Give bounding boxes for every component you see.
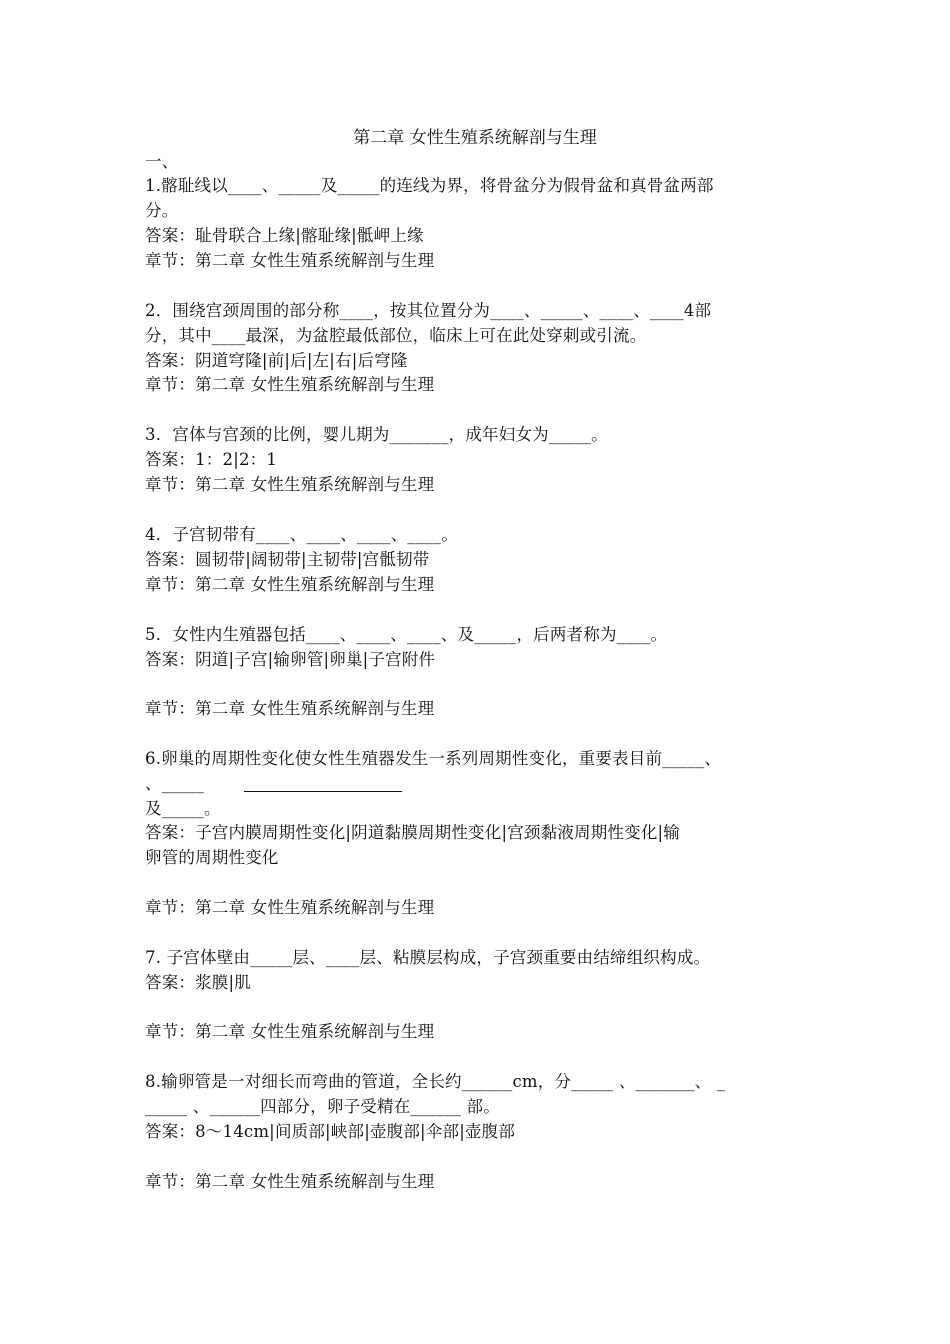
- question-6-line-3: 及_____。: [145, 799, 221, 818]
- question-5: 5．女性内生殖器包括____、____、____、及_____，后两者称为____。: [145, 625, 668, 644]
- question-2-line-2: 分，其中____最深，为盆腔最低部位，临床上可在此处穿刺或引流。: [145, 326, 647, 345]
- question-1-line-2: 分。: [145, 201, 179, 220]
- question-6-line-1: 6.卵巢的周期性变化使女性生殖器发生一系列周期性变化，重要表目前_____、: [145, 749, 722, 768]
- answer-2: 答案：阴道穹隆|前|后|左|右|后穹隆: [145, 351, 408, 370]
- question-8-line-2: _____ 、______四部分，卵子受精在______ 部。: [145, 1097, 500, 1116]
- answer-6-line-2: 卵管的周期性变化: [145, 848, 279, 867]
- answer-3: 答案：1：2|2：1: [145, 450, 278, 469]
- question-1-line-1: 1.髂耻线以____、_____及_____的连线为界，将骨盆分为假骨盆和真骨盆两部: [145, 176, 714, 195]
- question-3: 3．宫体与宫颈的比例，婴儿期为_______，成年妇女为_____。: [145, 425, 608, 444]
- answer-5: 答案：阴道|子宫|输卵管|卵巢|子宫附件: [145, 650, 436, 669]
- blank-underline: [244, 791, 402, 792]
- question-2-line-1: 2．围绕宫颈周围的部分称____，按其位置分为____、_____、____、____4部: [145, 301, 712, 320]
- answer-7: 答案：浆膜|肌: [145, 973, 251, 992]
- chapter-1: 章节：第二章 女性生殖系统解剖与生理: [145, 251, 435, 270]
- chapter-3: 章节：第二章 女性生殖系统解剖与生理: [145, 475, 435, 494]
- answer-1: 答案：耻骨联合上缘|髂耻缘|骶岬上缘: [145, 226, 424, 245]
- question-7: 7. 子宫体壁由_____层、____层、粘膜层构成，子宫颈重要由结缔组织构成。: [145, 948, 711, 967]
- answer-8: 答案：8～14cm|间质部|峡部|壶腹部|伞部|壶腹部: [145, 1122, 516, 1141]
- question-4: 4．子宫韧带有____、____、____、____。: [145, 525, 458, 544]
- chapter-8: 章节：第二章 女性生殖系统解剖与生理: [145, 1172, 435, 1191]
- section-marker: 一、: [145, 152, 179, 171]
- question-6-line-2: 、_____: [145, 774, 204, 793]
- answer-6-line-1: 答案：子宫内膜周期性变化|阴道黏膜周期性变化|宫颈黏液周期性变化|输: [145, 823, 680, 842]
- chapter-4: 章节：第二章 女性生殖系统解剖与生理: [145, 575, 435, 594]
- chapter-2: 章节：第二章 女性生殖系统解剖与生理: [145, 375, 435, 394]
- chapter-6: 章节：第二章 女性生殖系统解剖与生理: [145, 898, 435, 917]
- question-8-line-1: 8.输卵管是一对细长而弯曲的管道，全长约______cm，分_____ 、_______、 _: [145, 1072, 726, 1091]
- chapter-7: 章节：第二章 女性生殖系统解剖与生理: [145, 1022, 435, 1041]
- chapter-5: 章节：第二章 女性生殖系统解剖与生理: [145, 699, 435, 718]
- chapter-title: 第二章 女性生殖系统解剖与生理: [353, 128, 597, 148]
- answer-4: 答案：圆韧带|阔韧带|主韧带|宫骶韧带: [145, 550, 430, 569]
